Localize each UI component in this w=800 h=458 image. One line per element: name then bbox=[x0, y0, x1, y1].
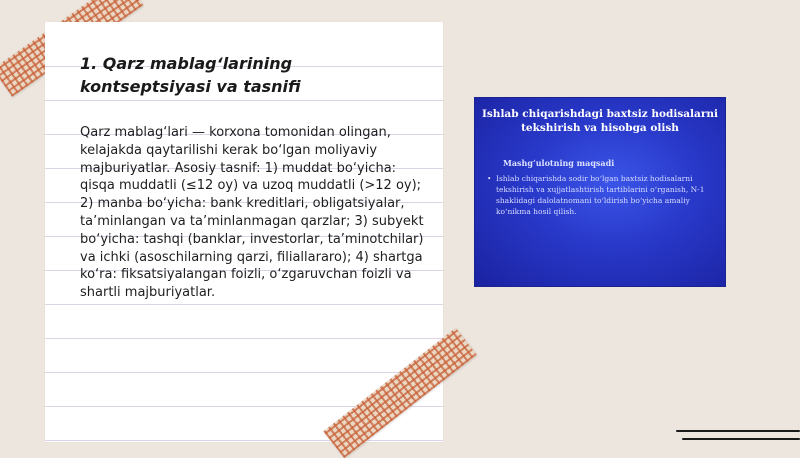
slide-title: Ishlab chiqarishdagi baxtsiz hodisalarni tekshirish va hisobga olish bbox=[481, 108, 718, 134]
decorative-line bbox=[682, 438, 800, 440]
slide-subtitle: Mashg‘ulotning maqsadi bbox=[503, 158, 615, 168]
slide-bullet bbox=[487, 173, 709, 217]
note-body: Qarz mablag‘lari — korxona tomonidan olingan, kelajakda qaytarilishi kerak bo‘lgan moliyaviy majburiyatlar. Asosiy tasnif: 1) muddat bo‘yicha: qisqa muddatli (≤12 oy) va uzoq muddatli (>12 oy); 2) manba bo‘yicha: bank kreditlari, obligatsiyalar, ta’minlangan va ta’minlanmagan qarzlar; 3) subyekt bo‘yicha: tashqi (banklar, investorlar, ta’minotchilar) va ichki (asoschilarning qarzi, filiallararo); 4) shartga ko‘ra: fiksatsiyalangan foizli, o‘zgaruvchan foizli va shartli majburiyatlar. bbox=[80, 125, 424, 301]
note-title: 1. Qarz mablag‘larining kontseptsiyasi va tasnifi bbox=[80, 54, 301, 96]
slide-bullet-text: Ishlab chiqarishda sodir bo‘lgan baxtsiz hodisalarni tekshirish va xujjatlashtirish tartiblarini o‘rganish, N-1 shaklidagi dalolatnomani to‘ldirish bo‘yicha amaliy ko‘nikma hosil qilish. bbox=[496, 174, 705, 216]
slide-image bbox=[475, 98, 725, 286]
bullet-icon: • bbox=[487, 174, 492, 183]
decorative-line bbox=[676, 430, 800, 432]
